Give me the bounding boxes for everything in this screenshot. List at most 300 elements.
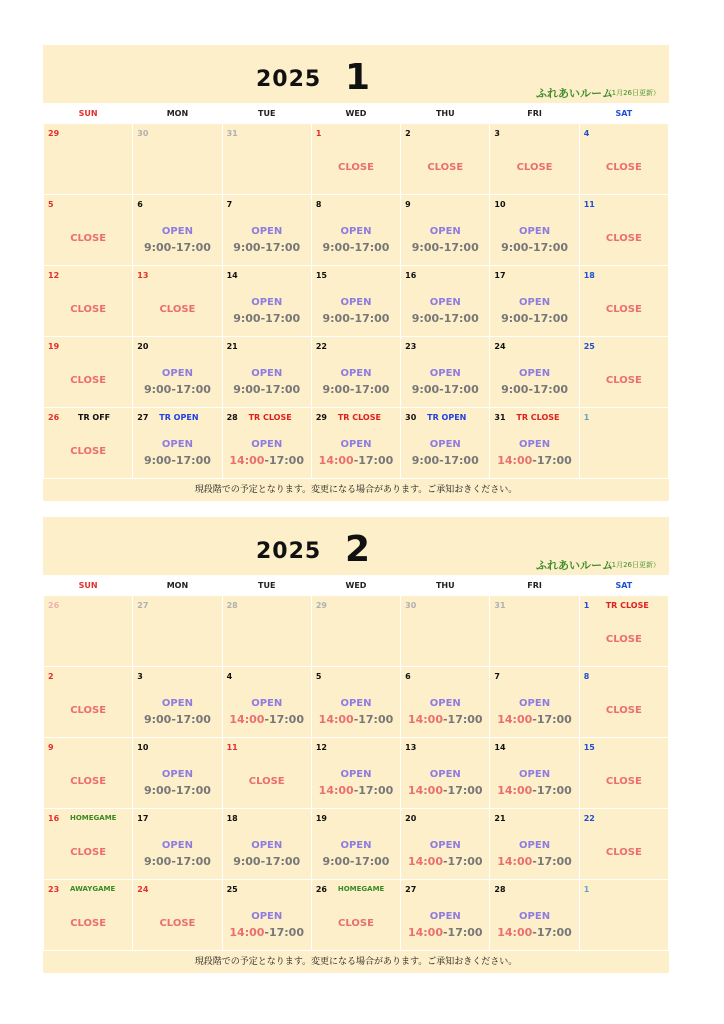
week-row bbox=[44, 408, 669, 479]
day-cell bbox=[579, 266, 668, 337]
hours-end: -17:00 bbox=[171, 383, 211, 396]
day-cell bbox=[44, 809, 133, 880]
opening-hours bbox=[223, 926, 311, 939]
day-cell bbox=[44, 337, 133, 408]
status-close: CLOSE bbox=[159, 918, 196, 929]
hours-start: 14:00 bbox=[407, 855, 443, 868]
day-cell bbox=[44, 738, 133, 809]
day-number: 16 bbox=[405, 271, 417, 280]
opening-hours bbox=[490, 312, 578, 325]
day-cell bbox=[311, 596, 400, 667]
day-cell bbox=[222, 809, 311, 880]
hours-start: 14:00 bbox=[318, 713, 354, 726]
day-number: 17 bbox=[137, 814, 149, 823]
hours-start: 9:00 bbox=[233, 312, 261, 325]
day-cell bbox=[222, 408, 311, 479]
status-close: CLOSE bbox=[605, 304, 642, 315]
status-close: CLOSE bbox=[338, 918, 374, 929]
hours-end: -17:00 bbox=[439, 241, 479, 254]
day-number: 30 bbox=[405, 601, 417, 610]
hours-end: -17:00 bbox=[171, 454, 211, 467]
day-cell bbox=[222, 880, 311, 951]
day-number: 28 bbox=[226, 413, 238, 422]
day-cell bbox=[44, 195, 133, 266]
status-open: OPEN bbox=[429, 911, 461, 922]
weekday-header: SUN bbox=[44, 104, 133, 124]
status-open: OPEN bbox=[519, 698, 551, 709]
status-open: OPEN bbox=[251, 698, 283, 709]
opening-hours bbox=[133, 241, 221, 254]
day-number: 15 bbox=[583, 743, 595, 752]
opening-hours bbox=[401, 926, 489, 939]
hours-end: -17:00 bbox=[439, 383, 479, 396]
day-cell bbox=[311, 266, 400, 337]
opening-hours bbox=[133, 784, 221, 797]
hours-start: 9:00 bbox=[143, 241, 172, 254]
hours-start: 9:00 bbox=[322, 855, 350, 868]
status-close: CLOSE bbox=[605, 233, 642, 244]
day-number: 1 bbox=[583, 413, 590, 422]
day-number: 30 bbox=[405, 413, 417, 422]
day-cell bbox=[579, 667, 668, 738]
day-number: 8 bbox=[583, 672, 590, 681]
hours-end: -17:00 bbox=[532, 784, 572, 797]
hours-start: 9:00 bbox=[411, 454, 440, 467]
hours-end: -17:00 bbox=[442, 855, 483, 868]
opening-hours bbox=[133, 855, 221, 868]
day-cell bbox=[490, 809, 579, 880]
day-cell bbox=[44, 124, 133, 195]
day-cell bbox=[133, 266, 222, 337]
day-number: 12 bbox=[48, 271, 60, 280]
day-number: 14 bbox=[226, 271, 238, 280]
day-cell bbox=[222, 667, 311, 738]
day-cell bbox=[311, 124, 400, 195]
hours-end: -17:00 bbox=[264, 713, 304, 726]
day-number: 22 bbox=[315, 342, 327, 351]
weekday-header-row bbox=[44, 576, 669, 596]
calendar-january bbox=[43, 45, 669, 501]
status-close: CLOSE bbox=[70, 233, 107, 244]
day-number: 20 bbox=[137, 342, 149, 351]
week-row bbox=[44, 667, 669, 738]
status-open: OPEN bbox=[519, 840, 551, 851]
day-number: 2 bbox=[48, 672, 54, 681]
day-cell bbox=[401, 880, 490, 951]
hours-start: 9:00 bbox=[143, 784, 172, 797]
opening-hours bbox=[401, 241, 489, 254]
hours-end: -17:00 bbox=[260, 855, 301, 868]
status-close: CLOSE bbox=[605, 375, 642, 386]
day-cell bbox=[222, 596, 311, 667]
opening-hours bbox=[223, 855, 311, 868]
day-number: 2 bbox=[405, 129, 411, 138]
day-number: 5 bbox=[48, 200, 54, 209]
status-open: OPEN bbox=[340, 226, 372, 237]
hours-start: 14:00 bbox=[318, 454, 354, 467]
day-tag: TR OPEN bbox=[159, 413, 199, 422]
opening-hours bbox=[401, 312, 489, 325]
status-close: CLOSE bbox=[70, 304, 107, 315]
day-cell bbox=[490, 337, 579, 408]
day-cell bbox=[401, 738, 490, 809]
status-open: OPEN bbox=[429, 439, 461, 450]
day-number: 18 bbox=[583, 271, 595, 280]
hours-start: 14:00 bbox=[497, 454, 533, 467]
week-row bbox=[44, 124, 669, 195]
day-tag: HOMEGAME bbox=[70, 814, 117, 822]
day-tag: TR OPEN bbox=[427, 413, 467, 422]
hours-start: 9:00 bbox=[322, 383, 350, 396]
status-open: OPEN bbox=[251, 368, 283, 379]
hours-end: -17:00 bbox=[264, 454, 304, 467]
day-cell bbox=[490, 596, 579, 667]
hours-start: 9:00 bbox=[233, 383, 261, 396]
status-close: CLOSE bbox=[516, 162, 553, 173]
opening-hours bbox=[490, 784, 578, 797]
hours-start: 14:00 bbox=[229, 713, 265, 726]
day-cell bbox=[490, 667, 579, 738]
status-open: OPEN bbox=[340, 439, 372, 450]
day-number: 29 bbox=[315, 413, 327, 422]
hours-start: 14:00 bbox=[407, 713, 443, 726]
day-number: 16 bbox=[48, 814, 60, 823]
day-number: 27 bbox=[137, 413, 149, 422]
day-number: 9 bbox=[405, 200, 411, 209]
weekday-header: THU bbox=[401, 576, 490, 596]
hours-start: 9:00 bbox=[411, 383, 440, 396]
opening-hours bbox=[133, 713, 221, 726]
day-cell bbox=[133, 880, 222, 951]
day-cell bbox=[490, 266, 579, 337]
hours-start: 9:00 bbox=[143, 454, 172, 467]
weekday-header: MON bbox=[133, 104, 222, 124]
day-number: 19 bbox=[48, 342, 60, 351]
day-number: 3 bbox=[494, 129, 500, 138]
hours-start: 14:00 bbox=[229, 926, 265, 939]
day-cell bbox=[133, 667, 222, 738]
status-close: CLOSE bbox=[338, 162, 374, 173]
day-cell bbox=[579, 195, 668, 266]
opening-hours bbox=[490, 926, 578, 939]
opening-hours bbox=[401, 713, 489, 726]
hours-end: -17:00 bbox=[528, 383, 569, 396]
day-cell bbox=[401, 337, 490, 408]
status-close: CLOSE bbox=[605, 705, 642, 716]
calendar-header bbox=[43, 45, 669, 103]
day-cell bbox=[311, 667, 400, 738]
hours-end: -17:00 bbox=[532, 454, 572, 467]
weekday-header: WED bbox=[311, 576, 400, 596]
day-number: 1 bbox=[315, 129, 322, 138]
status-open: OPEN bbox=[251, 439, 283, 450]
hours-start: 14:00 bbox=[497, 713, 533, 726]
hours-start: 9:00 bbox=[143, 383, 172, 396]
hours-end: -17:00 bbox=[353, 454, 394, 467]
weekday-header: FRI bbox=[490, 576, 579, 596]
hours-end: -17:00 bbox=[439, 312, 479, 325]
status-open: OPEN bbox=[251, 911, 283, 922]
day-number: 4 bbox=[226, 672, 233, 681]
day-tag: HOMEGAME bbox=[337, 885, 385, 893]
hours-end: -17:00 bbox=[171, 784, 211, 797]
day-tag: TR OFF bbox=[78, 413, 111, 422]
week-row bbox=[44, 596, 669, 667]
day-number: 19 bbox=[315, 814, 327, 823]
status-open: OPEN bbox=[161, 439, 193, 450]
opening-hours bbox=[133, 383, 221, 396]
weekday-header: WED bbox=[311, 104, 400, 124]
day-number: 6 bbox=[137, 200, 143, 209]
weekday-header: SAT bbox=[579, 576, 668, 596]
day-cell bbox=[44, 596, 133, 667]
opening-hours bbox=[312, 454, 400, 467]
day-number: 25 bbox=[226, 885, 238, 894]
day-number: 7 bbox=[494, 672, 500, 681]
status-open: OPEN bbox=[429, 698, 461, 709]
day-cell bbox=[401, 667, 490, 738]
calendar-grid bbox=[43, 575, 669, 951]
hours-end: -17:00 bbox=[353, 713, 394, 726]
day-cell bbox=[311, 337, 400, 408]
status-open: OPEN bbox=[251, 840, 283, 851]
day-number: 15 bbox=[315, 271, 327, 280]
status-open: OPEN bbox=[340, 698, 372, 709]
status-open: OPEN bbox=[340, 769, 372, 780]
hours-end: -17:00 bbox=[260, 241, 301, 254]
day-number: 6 bbox=[405, 672, 411, 681]
day-number: 12 bbox=[315, 743, 327, 752]
day-cell bbox=[44, 408, 133, 479]
day-cell bbox=[133, 124, 222, 195]
calendar-february bbox=[43, 517, 669, 973]
day-number: 25 bbox=[583, 342, 595, 351]
day-cell bbox=[222, 337, 311, 408]
calendar-grid bbox=[43, 103, 669, 479]
status-open: OPEN bbox=[429, 840, 461, 851]
hours-end: -17:00 bbox=[442, 784, 483, 797]
status-open: OPEN bbox=[251, 226, 283, 237]
day-cell bbox=[490, 880, 579, 951]
status-close: CLOSE bbox=[70, 776, 107, 787]
hours-start: 9:00 bbox=[322, 312, 350, 325]
day-number: 31 bbox=[494, 413, 506, 422]
day-cell bbox=[133, 809, 222, 880]
opening-hours bbox=[490, 241, 578, 254]
day-cell bbox=[579, 124, 668, 195]
hours-end: -17:00 bbox=[349, 855, 390, 868]
status-open: OPEN bbox=[161, 368, 193, 379]
day-number: 26 bbox=[315, 885, 327, 894]
hours-end: -17:00 bbox=[349, 383, 390, 396]
day-cell bbox=[579, 880, 668, 951]
status-close: CLOSE bbox=[70, 847, 107, 858]
day-cell bbox=[490, 195, 579, 266]
status-open: OPEN bbox=[429, 769, 461, 780]
day-cell bbox=[579, 408, 668, 479]
day-number: 14 bbox=[494, 743, 506, 752]
status-close: CLOSE bbox=[605, 162, 642, 173]
day-number: 20 bbox=[405, 814, 417, 823]
opening-hours bbox=[312, 383, 400, 396]
day-number: 10 bbox=[137, 743, 149, 752]
status-close: CLOSE bbox=[605, 847, 642, 858]
day-number: 7 bbox=[226, 200, 233, 209]
week-row bbox=[44, 738, 669, 809]
day-cell bbox=[311, 809, 400, 880]
hours-end: -17:00 bbox=[532, 713, 572, 726]
day-number: 26 bbox=[48, 413, 60, 422]
opening-hours bbox=[401, 383, 489, 396]
hours-start: 14:00 bbox=[497, 926, 533, 939]
status-open: OPEN bbox=[340, 368, 372, 379]
opening-hours bbox=[133, 454, 221, 467]
room-name: ふれあいルーム bbox=[536, 559, 613, 572]
opening-hours bbox=[312, 713, 400, 726]
day-tag: TR CLOSE bbox=[516, 413, 560, 422]
day-number: 3 bbox=[137, 672, 143, 681]
opening-hours bbox=[312, 855, 400, 868]
week-row bbox=[44, 880, 669, 951]
hours-end: -17:00 bbox=[264, 926, 304, 939]
day-cell bbox=[401, 124, 490, 195]
day-number: 30 bbox=[137, 129, 149, 138]
hours-end: -17:00 bbox=[171, 855, 211, 868]
status-open: OPEN bbox=[161, 769, 193, 780]
hours-start: 14:00 bbox=[318, 784, 354, 797]
opening-hours bbox=[490, 855, 578, 868]
day-number: 13 bbox=[137, 271, 149, 280]
opening-hours bbox=[223, 312, 311, 325]
status-open: OPEN bbox=[161, 698, 193, 709]
day-cell bbox=[490, 408, 579, 479]
day-number: 21 bbox=[226, 342, 238, 351]
status-close: CLOSE bbox=[70, 446, 107, 457]
opening-hours bbox=[312, 241, 400, 254]
hours-start: 9:00 bbox=[501, 241, 529, 254]
day-number: 27 bbox=[405, 885, 417, 894]
hours-end: -17:00 bbox=[528, 312, 569, 325]
day-cell bbox=[311, 738, 400, 809]
day-number: 22 bbox=[583, 814, 595, 823]
opening-hours bbox=[223, 713, 311, 726]
day-cell bbox=[133, 408, 222, 479]
day-number: 10 bbox=[494, 200, 506, 209]
day-number: 11 bbox=[226, 743, 238, 752]
status-close: CLOSE bbox=[605, 776, 642, 787]
status-close: CLOSE bbox=[605, 634, 642, 645]
status-open: OPEN bbox=[340, 840, 372, 851]
day-cell bbox=[401, 809, 490, 880]
hours-start: 9:00 bbox=[143, 855, 172, 868]
day-cell bbox=[579, 738, 668, 809]
status-close: CLOSE bbox=[248, 776, 285, 787]
day-number: 9 bbox=[48, 743, 54, 752]
updated-label: （1月26日更新） bbox=[604, 561, 660, 569]
hours-start: 9:00 bbox=[501, 383, 529, 396]
opening-hours bbox=[401, 855, 489, 868]
hours-end: -17:00 bbox=[171, 241, 211, 254]
calendar-header bbox=[43, 517, 669, 575]
hours-start: 9:00 bbox=[501, 312, 529, 325]
status-open: OPEN bbox=[161, 226, 193, 237]
hours-end: -17:00 bbox=[439, 454, 479, 467]
day-number: 27 bbox=[137, 601, 149, 610]
hours-end: -17:00 bbox=[528, 241, 569, 254]
week-row bbox=[44, 266, 669, 337]
hours-end: -17:00 bbox=[442, 713, 483, 726]
day-number: 29 bbox=[315, 601, 327, 610]
status-open: OPEN bbox=[251, 297, 283, 308]
status-close: CLOSE bbox=[70, 705, 107, 716]
day-number: 13 bbox=[405, 743, 417, 752]
day-number: 26 bbox=[48, 601, 60, 610]
day-number: 24 bbox=[494, 342, 506, 351]
status-open: OPEN bbox=[519, 226, 551, 237]
month-label: 1 bbox=[345, 57, 371, 98]
day-number: 31 bbox=[226, 129, 238, 138]
week-row bbox=[44, 195, 669, 266]
day-cell bbox=[133, 337, 222, 408]
weekday-header-row bbox=[44, 104, 669, 124]
day-tag: TR CLOSE bbox=[337, 413, 381, 422]
weekday-header: TUE bbox=[222, 576, 311, 596]
day-number: 1 bbox=[583, 601, 590, 610]
status-open: OPEN bbox=[429, 368, 461, 379]
day-number: 18 bbox=[226, 814, 238, 823]
day-number: 5 bbox=[315, 672, 322, 681]
day-cell bbox=[222, 195, 311, 266]
status-open: OPEN bbox=[519, 297, 551, 308]
hours-end: -17:00 bbox=[532, 855, 572, 868]
day-number: 23 bbox=[48, 885, 60, 894]
hours-start: 14:00 bbox=[407, 926, 443, 939]
opening-hours bbox=[312, 312, 400, 325]
weekday-header: SUN bbox=[44, 576, 133, 596]
hours-start: 9:00 bbox=[411, 312, 440, 325]
hours-start: 14:00 bbox=[229, 454, 265, 467]
status-open: OPEN bbox=[429, 226, 461, 237]
status-open: OPEN bbox=[340, 297, 372, 308]
opening-hours bbox=[490, 454, 578, 467]
day-number: 11 bbox=[583, 200, 595, 209]
day-number: 31 bbox=[494, 601, 506, 610]
weekday-header: THU bbox=[401, 104, 490, 124]
day-cell bbox=[579, 596, 668, 667]
day-number: 4 bbox=[583, 129, 590, 138]
day-number: 23 bbox=[405, 342, 417, 351]
day-cell bbox=[311, 195, 400, 266]
day-cell bbox=[222, 124, 311, 195]
day-cell bbox=[490, 124, 579, 195]
hours-end: -17:00 bbox=[260, 383, 301, 396]
hours-end: -17:00 bbox=[442, 926, 483, 939]
hours-start: 9:00 bbox=[143, 713, 172, 726]
day-number: 21 bbox=[494, 814, 506, 823]
opening-hours bbox=[401, 454, 489, 467]
hours-start: 9:00 bbox=[411, 241, 440, 254]
day-cell bbox=[133, 195, 222, 266]
week-row bbox=[44, 809, 669, 880]
day-cell bbox=[222, 738, 311, 809]
opening-hours bbox=[490, 383, 578, 396]
day-cell bbox=[44, 266, 133, 337]
day-number: 28 bbox=[226, 601, 238, 610]
hours-end: -17:00 bbox=[353, 784, 394, 797]
hours-end: -17:00 bbox=[349, 312, 390, 325]
day-cell bbox=[44, 667, 133, 738]
day-cell bbox=[133, 738, 222, 809]
